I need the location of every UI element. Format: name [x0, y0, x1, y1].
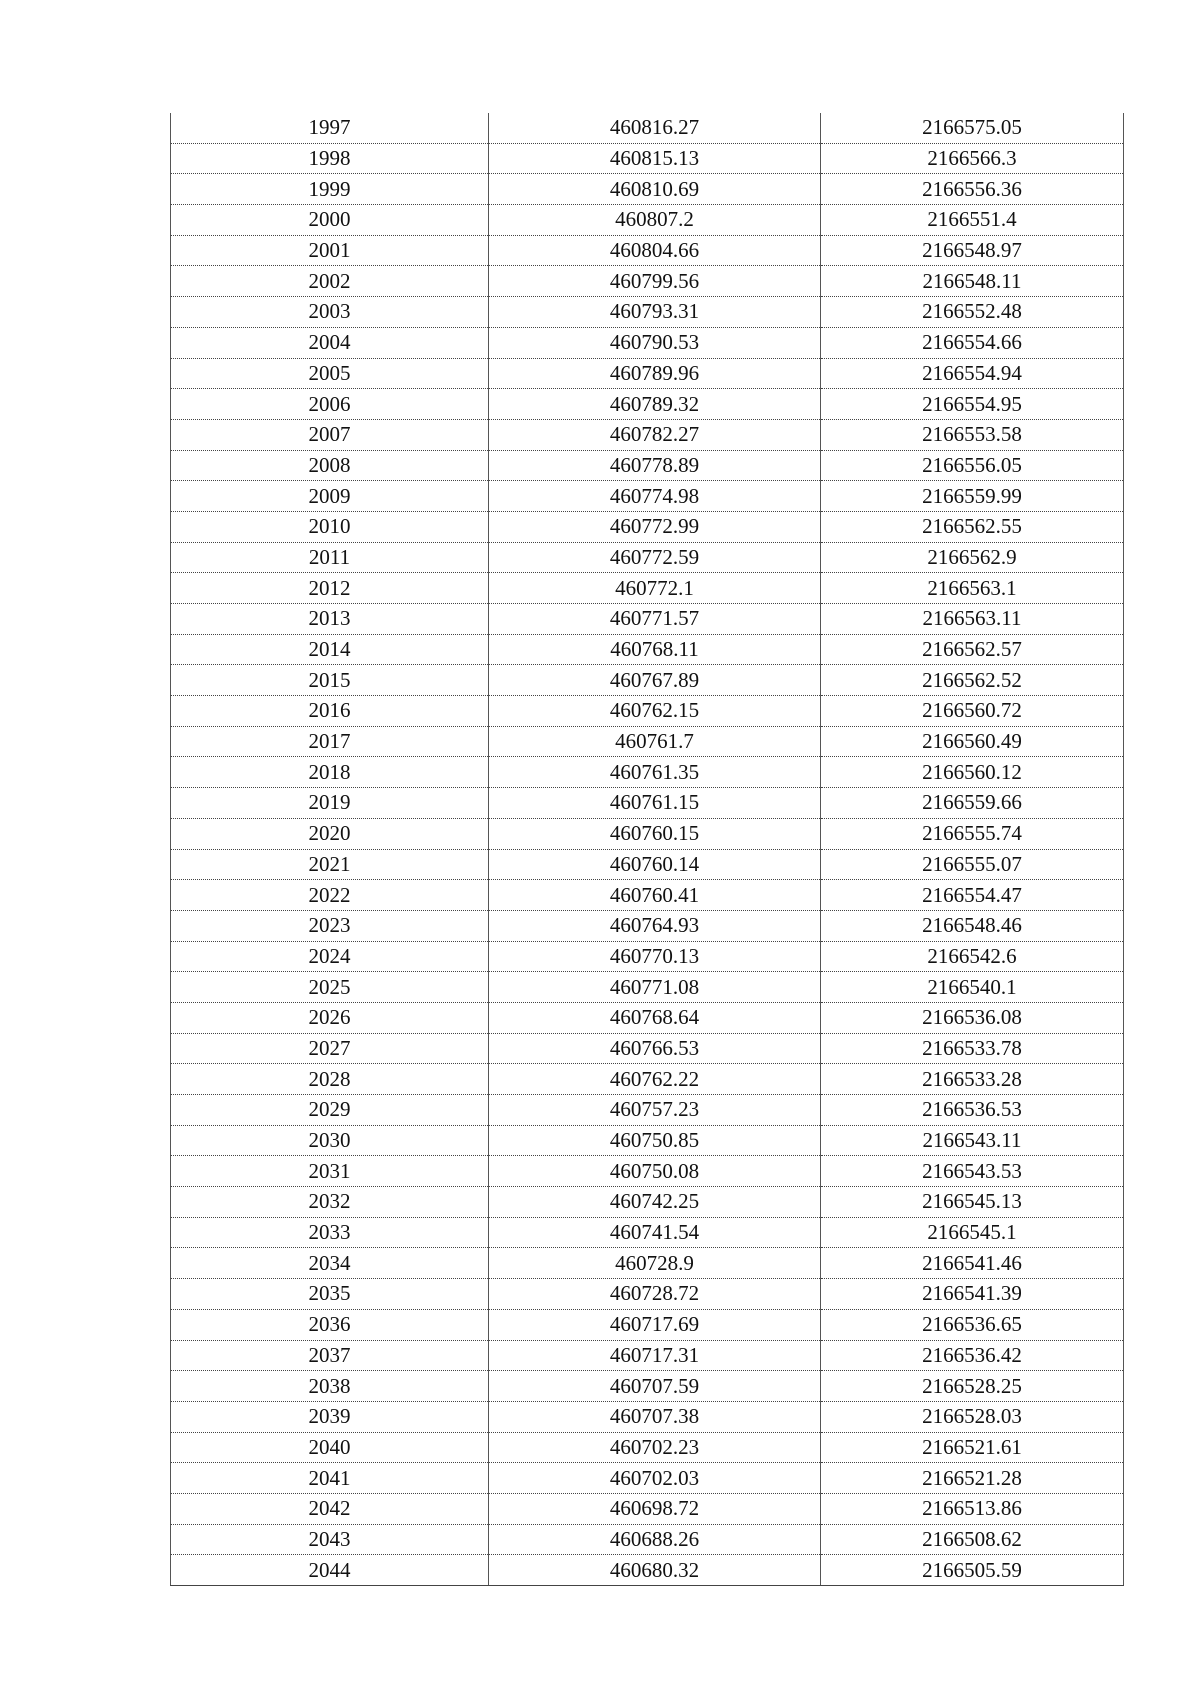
x-coordinate-cell: 460688.26 [489, 1524, 821, 1555]
point-id-cell: 2010 [171, 511, 489, 542]
table-row [171, 849, 1124, 880]
x-coordinate-cell: 460815.13 [489, 143, 821, 174]
y-coordinate-cell: 2166556.36 [821, 174, 1124, 205]
table-row [171, 1095, 1124, 1126]
y-coordinate-cell: 2166533.78 [821, 1033, 1124, 1064]
point-id-cell: 2012 [171, 573, 489, 604]
table-row [171, 327, 1124, 358]
x-coordinate-cell: 460804.66 [489, 235, 821, 266]
table-row [171, 1279, 1124, 1310]
y-coordinate-cell: 2166540.1 [821, 972, 1124, 1003]
table-row [171, 358, 1124, 389]
point-id-cell: 2023 [171, 910, 489, 941]
x-coordinate-cell: 460770.13 [489, 941, 821, 972]
x-coordinate-cell: 460772.99 [489, 511, 821, 542]
point-id-cell: 2042 [171, 1493, 489, 1524]
y-coordinate-cell: 2166562.57 [821, 634, 1124, 665]
table-row [171, 1493, 1124, 1524]
x-coordinate-cell: 460766.53 [489, 1033, 821, 1064]
y-coordinate-cell: 2166560.12 [821, 757, 1124, 788]
table-row [171, 113, 1124, 143]
point-id-cell: 2033 [171, 1217, 489, 1248]
x-coordinate-cell: 460793.31 [489, 297, 821, 328]
table-row [171, 1524, 1124, 1555]
y-coordinate-cell: 2166555.07 [821, 849, 1124, 880]
table-row [171, 757, 1124, 788]
x-coordinate-cell: 460762.15 [489, 696, 821, 727]
x-coordinate-cell: 460782.27 [489, 419, 821, 450]
point-id-cell: 2030 [171, 1125, 489, 1156]
x-coordinate-cell: 460761.15 [489, 788, 821, 819]
x-coordinate-cell: 460760.14 [489, 849, 821, 880]
point-id-cell: 2004 [171, 327, 489, 358]
y-coordinate-cell: 2166533.28 [821, 1064, 1124, 1095]
point-id-cell: 2029 [171, 1095, 489, 1126]
x-coordinate-cell: 460717.69 [489, 1309, 821, 1340]
y-coordinate-cell: 2166566.3 [821, 143, 1124, 174]
x-coordinate-cell: 460762.22 [489, 1064, 821, 1095]
x-coordinate-cell: 460680.32 [489, 1555, 821, 1586]
x-coordinate-cell: 460707.38 [489, 1401, 821, 1432]
point-id-cell: 2040 [171, 1432, 489, 1463]
x-coordinate-cell: 460771.08 [489, 972, 821, 1003]
y-coordinate-cell: 2166541.39 [821, 1279, 1124, 1310]
table-row [171, 726, 1124, 757]
table-row [171, 1309, 1124, 1340]
table-row [171, 1401, 1124, 1432]
point-id-cell: 2035 [171, 1279, 489, 1310]
y-coordinate-cell: 2166545.1 [821, 1217, 1124, 1248]
point-id-cell: 2024 [171, 941, 489, 972]
table-row [171, 205, 1124, 236]
point-id-cell: 2018 [171, 757, 489, 788]
table-row [171, 542, 1124, 573]
table-row [171, 818, 1124, 849]
table-row [171, 696, 1124, 727]
x-coordinate-cell: 460760.41 [489, 880, 821, 911]
y-coordinate-cell: 2166536.08 [821, 1002, 1124, 1033]
point-id-cell: 1999 [171, 174, 489, 205]
y-coordinate-cell: 2166528.03 [821, 1401, 1124, 1432]
y-coordinate-cell: 2166551.4 [821, 205, 1124, 236]
y-coordinate-cell: 2166536.42 [821, 1340, 1124, 1371]
table-row [171, 1217, 1124, 1248]
table-row [171, 573, 1124, 604]
table-row [171, 972, 1124, 1003]
point-id-cell: 2011 [171, 542, 489, 573]
x-coordinate-cell: 460768.11 [489, 634, 821, 665]
point-id-cell: 2003 [171, 297, 489, 328]
y-coordinate-cell: 2166563.1 [821, 573, 1124, 604]
x-coordinate-cell: 460750.08 [489, 1156, 821, 1187]
point-id-cell: 2034 [171, 1248, 489, 1279]
table-row [171, 1432, 1124, 1463]
y-coordinate-cell: 2166560.49 [821, 726, 1124, 757]
table-row [171, 1002, 1124, 1033]
point-id-cell: 2005 [171, 358, 489, 389]
point-id-cell: 2027 [171, 1033, 489, 1064]
x-coordinate-cell: 460789.32 [489, 389, 821, 420]
y-coordinate-cell: 2166575.05 [821, 113, 1124, 143]
y-coordinate-cell: 2166508.62 [821, 1524, 1124, 1555]
table-row [171, 1371, 1124, 1402]
table-row [171, 1156, 1124, 1187]
point-id-cell: 2006 [171, 389, 489, 420]
x-coordinate-cell: 460742.25 [489, 1187, 821, 1218]
x-coordinate-cell: 460757.23 [489, 1095, 821, 1126]
table-row [171, 634, 1124, 665]
point-id-cell: 2039 [171, 1401, 489, 1432]
x-coordinate-cell: 460774.98 [489, 481, 821, 512]
table-row [171, 481, 1124, 512]
point-id-cell: 2026 [171, 1002, 489, 1033]
y-coordinate-cell: 2166554.95 [821, 389, 1124, 420]
y-coordinate-cell: 2166521.61 [821, 1432, 1124, 1463]
y-coordinate-cell: 2166543.53 [821, 1156, 1124, 1187]
point-id-cell: 1997 [171, 113, 489, 143]
table-row [171, 174, 1124, 205]
x-coordinate-cell: 460807.2 [489, 205, 821, 236]
y-coordinate-cell: 2166505.59 [821, 1555, 1124, 1586]
y-coordinate-cell: 2166554.47 [821, 880, 1124, 911]
x-coordinate-cell: 460799.56 [489, 266, 821, 297]
x-coordinate-cell: 460761.7 [489, 726, 821, 757]
table-row [171, 235, 1124, 266]
point-id-cell: 2044 [171, 1555, 489, 1586]
x-coordinate-cell: 460772.1 [489, 573, 821, 604]
point-id-cell: 2041 [171, 1463, 489, 1494]
point-id-cell: 2015 [171, 665, 489, 696]
x-coordinate-cell: 460816.27 [489, 113, 821, 143]
coordinate-table [170, 113, 1124, 1586]
y-coordinate-cell: 2166545.13 [821, 1187, 1124, 1218]
x-coordinate-cell: 460789.96 [489, 358, 821, 389]
table-row [171, 1340, 1124, 1371]
y-coordinate-cell: 2166552.48 [821, 297, 1124, 328]
coordinate-table-body [171, 113, 1124, 1586]
y-coordinate-cell: 2166536.65 [821, 1309, 1124, 1340]
point-id-cell: 2019 [171, 788, 489, 819]
y-coordinate-cell: 2166555.74 [821, 818, 1124, 849]
y-coordinate-cell: 2166513.86 [821, 1493, 1124, 1524]
point-id-cell: 2009 [171, 481, 489, 512]
x-coordinate-cell: 460810.69 [489, 174, 821, 205]
y-coordinate-cell: 2166548.97 [821, 235, 1124, 266]
table-row [171, 880, 1124, 911]
y-coordinate-cell: 2166541.46 [821, 1248, 1124, 1279]
y-coordinate-cell: 2166560.72 [821, 696, 1124, 727]
table-row [171, 389, 1124, 420]
table-row [171, 1064, 1124, 1095]
y-coordinate-cell: 2166562.9 [821, 542, 1124, 573]
table-row [171, 604, 1124, 635]
y-coordinate-cell: 2166556.05 [821, 450, 1124, 481]
y-coordinate-cell: 2166548.11 [821, 266, 1124, 297]
x-coordinate-cell: 460717.31 [489, 1340, 821, 1371]
point-id-cell: 2021 [171, 849, 489, 880]
x-coordinate-cell: 460728.72 [489, 1279, 821, 1310]
point-id-cell: 2002 [171, 266, 489, 297]
y-coordinate-cell: 2166554.94 [821, 358, 1124, 389]
y-coordinate-cell: 2166521.28 [821, 1463, 1124, 1494]
x-coordinate-cell: 460728.9 [489, 1248, 821, 1279]
y-coordinate-cell: 2166562.55 [821, 511, 1124, 542]
y-coordinate-cell: 2166542.6 [821, 941, 1124, 972]
point-id-cell: 2031 [171, 1156, 489, 1187]
x-coordinate-cell: 460707.59 [489, 1371, 821, 1402]
table-row [171, 910, 1124, 941]
table-row [171, 1248, 1124, 1279]
table-row [171, 1187, 1124, 1218]
table-row [171, 1125, 1124, 1156]
x-coordinate-cell: 460750.85 [489, 1125, 821, 1156]
x-coordinate-cell: 460771.57 [489, 604, 821, 635]
point-id-cell: 2038 [171, 1371, 489, 1402]
x-coordinate-cell: 460790.53 [489, 327, 821, 358]
point-id-cell: 2001 [171, 235, 489, 266]
point-id-cell: 1998 [171, 143, 489, 174]
table-row [171, 788, 1124, 819]
table-row [171, 450, 1124, 481]
table-row [171, 665, 1124, 696]
x-coordinate-cell: 460768.64 [489, 1002, 821, 1033]
table-row [171, 1463, 1124, 1494]
x-coordinate-cell: 460702.23 [489, 1432, 821, 1463]
point-id-cell: 2014 [171, 634, 489, 665]
y-coordinate-cell: 2166528.25 [821, 1371, 1124, 1402]
y-coordinate-cell: 2166562.52 [821, 665, 1124, 696]
y-coordinate-cell: 2166536.53 [821, 1095, 1124, 1126]
point-id-cell: 2007 [171, 419, 489, 450]
point-id-cell: 2016 [171, 696, 489, 727]
point-id-cell: 2017 [171, 726, 489, 757]
x-coordinate-cell: 460761.35 [489, 757, 821, 788]
point-id-cell: 2037 [171, 1340, 489, 1371]
point-id-cell: 2008 [171, 450, 489, 481]
point-id-cell: 2032 [171, 1187, 489, 1218]
x-coordinate-cell: 460760.15 [489, 818, 821, 849]
y-coordinate-cell: 2166554.66 [821, 327, 1124, 358]
point-id-cell: 2022 [171, 880, 489, 911]
table-row [171, 297, 1124, 328]
table-row [171, 266, 1124, 297]
y-coordinate-cell: 2166543.11 [821, 1125, 1124, 1156]
x-coordinate-cell: 460764.93 [489, 910, 821, 941]
y-coordinate-cell: 2166553.58 [821, 419, 1124, 450]
table-row [171, 419, 1124, 450]
point-id-cell: 2028 [171, 1064, 489, 1095]
table-row [171, 941, 1124, 972]
point-id-cell: 2013 [171, 604, 489, 635]
point-id-cell: 2000 [171, 205, 489, 236]
y-coordinate-cell: 2166559.66 [821, 788, 1124, 819]
table-row [171, 143, 1124, 174]
point-id-cell: 2020 [171, 818, 489, 849]
y-coordinate-cell: 2166563.11 [821, 604, 1124, 635]
x-coordinate-cell: 460741.54 [489, 1217, 821, 1248]
point-id-cell: 2025 [171, 972, 489, 1003]
x-coordinate-cell: 460772.59 [489, 542, 821, 573]
x-coordinate-cell: 460698.72 [489, 1493, 821, 1524]
x-coordinate-cell: 460702.03 [489, 1463, 821, 1494]
y-coordinate-cell: 2166559.99 [821, 481, 1124, 512]
x-coordinate-cell: 460767.89 [489, 665, 821, 696]
y-coordinate-cell: 2166548.46 [821, 910, 1124, 941]
point-id-cell: 2036 [171, 1309, 489, 1340]
x-coordinate-cell: 460778.89 [489, 450, 821, 481]
table-row [171, 1555, 1124, 1586]
table-row [171, 1033, 1124, 1064]
point-id-cell: 2043 [171, 1524, 489, 1555]
table-row [171, 511, 1124, 542]
